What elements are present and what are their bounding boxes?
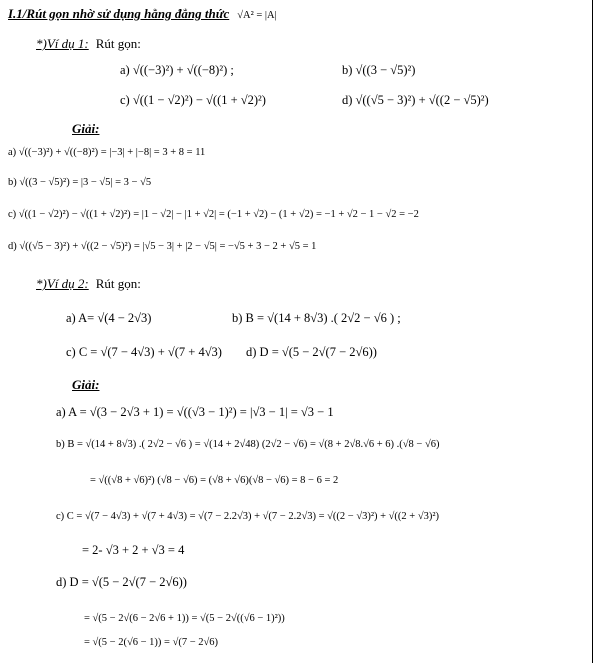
- example2-solution-b-line1: b) B = √(14 + 8√3) .( 2√2 − √6 ) = √(14 + 2√48) (2√2 − √6) = √(8 + 2√8.√6 + 6) .(√8 − √6): [56, 439, 440, 450]
- example2-solution-b-line2: = √((√8 + √6)²) (√8 − √6) = (√8 + √6)(√8 − √6) = 8 − 6 = 2: [90, 475, 339, 486]
- title-formula: √A² = |A|: [237, 10, 277, 21]
- example1-item-a: a) √((−3)²) + √((−8)²) ;: [120, 63, 234, 77]
- example2-item-a: a) A= √(4 − 2√3): [66, 311, 152, 325]
- example1-heading: *)Ví dụ 1:: [36, 36, 89, 51]
- example2-solution-a: a) A = √(3 − 2√3 + 1) = √((√3 − 1)²) = |√3 − 1| = √3 − 1: [56, 405, 334, 419]
- example2-heading: *)Ví dụ 2:: [36, 276, 89, 291]
- example2-solution-heading: Giải:: [72, 377, 100, 392]
- example2-solution-c-line2: = 2- √3 + 2 + √3 = 4: [82, 543, 185, 557]
- example1-item-b: b) √((3 − √5)²): [342, 63, 416, 77]
- example2-item-b: b) B = √(14 + 8√3) .( 2√2 − √6 ) ;: [232, 311, 401, 325]
- example2-item-d: d) D = √(5 − 2√(7 − 2√6)): [246, 345, 377, 359]
- example2-item-c: c) C = √(7 − 4√3) + √(7 + 4√3): [66, 345, 222, 359]
- example2-header: [36, 276, 141, 292]
- title-text: I.1/Rút gọn nhờ sử dụng hằng đẳng thức: [8, 6, 230, 21]
- example1-header: [36, 36, 141, 52]
- right-border-line: [592, 0, 593, 663]
- example1-solution-b: b) √((3 − √5)²) = |3 − √5| = 3 − √5: [8, 177, 152, 188]
- section-title: [8, 6, 277, 22]
- example1-item-c: c) √((1 − √2)²) − √((1 + √2)²): [120, 93, 266, 107]
- example1-solution-heading: Giải:: [72, 121, 100, 136]
- example1-solution-d: d) √((√5 − 3)²) + √((2 − √5)²) = |√5 − 3| + |2 − √5| = −√5 + 3 − 2 + √5 = 1: [8, 241, 317, 252]
- example1-solution-a: a) √((−3)²) + √((−8)²) = |−3| + |−8| = 3 + 8 = 11: [8, 147, 206, 158]
- example2-solution-d-line2: = √(5 − 2√(6 − 2√6 + 1)) = √(5 − 2√((√6 − 1)²)): [84, 613, 285, 624]
- example2-solution-d-line1: d) D = √(5 − 2√(7 − 2√6)): [56, 575, 187, 589]
- example2-solution-c-line1: c) C = √(7 − 4√3) + √(7 + 4√3) = √(7 − 2.2√3) + √(7 − 2.2√3) = √((2 − √3)²) + √((2 + √3)²): [56, 511, 439, 522]
- example1-item-d: d) √((√5 − 3)²) + √((2 − √5)²): [342, 93, 489, 107]
- example2-instruction: Rút gọn:: [95, 276, 141, 291]
- example1-solution-c: c) √((1 − √2)²) − √((1 + √2)²) = |1 − √2| − |1 + √2| = (−1 + √2) − (1 + √2) = −1 + √2 − 1 − √2 = −2: [8, 209, 419, 220]
- example2-solution-d-line3: = √(5 − 2(√6 − 1)) = √(7 − 2√6): [84, 637, 219, 648]
- example1-instruction: Rút gọn:: [95, 36, 141, 51]
